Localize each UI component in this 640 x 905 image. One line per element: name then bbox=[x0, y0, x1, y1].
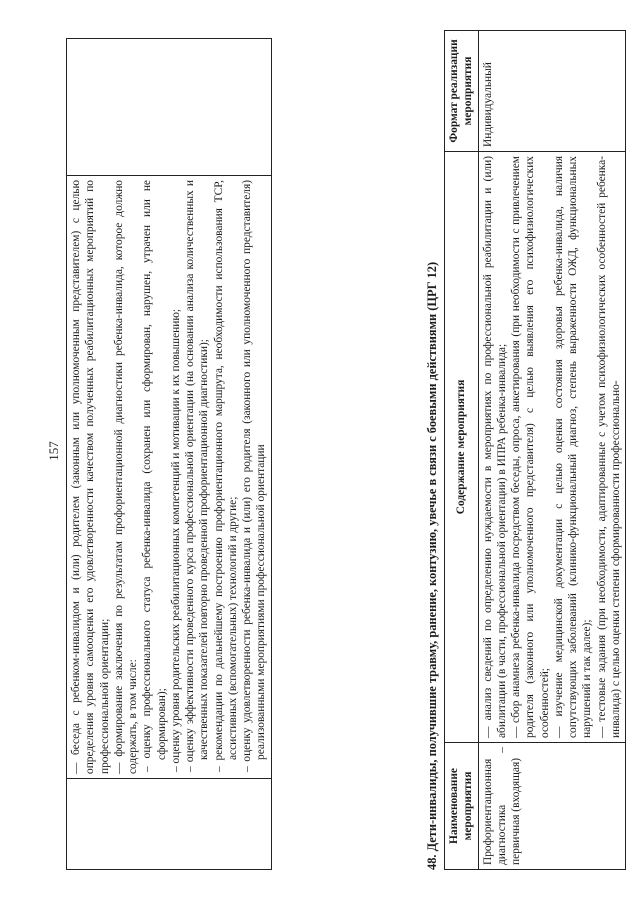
list-item: — беседа с ребенком-инвалидом и (или) родителем (законным или уполномоченным представителем) с целью определения уровня самооценки его удовлетворенности качеством полученных реабилитационных мероприятий по профессиональной ориентации; bbox=[70, 180, 111, 774]
list-item: — изучение медицинской документации с целью оценки состояния здоровья ребенка-инвалида, наличия сопутствующих заболеваний (клинико-функциональный диагноз, степень выраженности ОЖД, функциональных нарушений и так далее); bbox=[552, 156, 594, 738]
measure-format-cell bbox=[478, 31, 626, 152]
rotated-page-content bbox=[40, 31, 622, 876]
sub-list-item: – оценку профессионального статуса ребенка-инвалида (сохранен или сформирован, нарушен, утрачен или не сформирован); bbox=[141, 180, 168, 772]
sub-list-item: – оценку уровня родительских реабилитационных компетенций и мотивации к их повышению; bbox=[169, 309, 182, 772]
continued-table bbox=[66, 38, 272, 870]
measures-table bbox=[444, 30, 626, 870]
sub-list-item: – оценку эффективности проведенного курса профессиональной ориентации (на основании анализа количественных и качественных показателей повторно проведенной профориентационной диагностики); bbox=[184, 180, 211, 772]
sub-list-item: – оценку удовлетворенности ребенка-инвалида и (или) его родителя (законного или уполномоченного представителя) реализованными мероприятиями профессиональной ориентации bbox=[241, 180, 268, 772]
list-item: — анализ сведений по определению нуждаемости в мероприятиях по профессиональной реабилитации и (или) абилитации (в части, профессиональной ориентации) в ИПРА ребенка-инвалида; bbox=[481, 156, 508, 738]
sub-list-item: – рекомендации по дальнейшему построению профориентационного маршрута, необходимости использования ТСР, ассистивных (вспомогательных) технологий и другие; bbox=[212, 180, 239, 772]
empty-name-cell bbox=[67, 779, 272, 870]
measure-name: Профориентационная диагностика – первичная (входящая) bbox=[481, 747, 522, 865]
list-item: — сбор анамнеза ребенка-инвалида посредством беседы, опроса, анкетирования (при необходимости с привлечением родителя (законного или уполномоченного представителя) с целью выявления его психофизиологических особенностей; bbox=[510, 156, 551, 738]
header-name: Наименование мероприятия bbox=[445, 743, 479, 870]
measure-format: Индивидуальный bbox=[481, 62, 494, 147]
section-heading: 48. Дети-инвалиды, получившие травму, ранение, контузию, увечье в связи с боевыми действиями (ЦРГ 12) bbox=[425, 261, 439, 870]
header-content: Содержание мероприятия bbox=[445, 152, 479, 743]
measure-content-cell bbox=[478, 152, 626, 743]
table-row bbox=[67, 39, 272, 870]
table-header-row bbox=[445, 31, 479, 870]
page-number: 157 bbox=[46, 441, 61, 461]
measure-name-cell bbox=[478, 743, 626, 870]
table-row bbox=[478, 31, 626, 870]
list-item: — тестовые задания (при необходимости, адаптированные с учетом психофизиологических особенностей ребенка-инвалида) с целью оценки степени сформированности профессионально- bbox=[595, 156, 622, 738]
list-item: — формирование заключения по результатам профориентационной диагностики ребенка-инвалида, которое должно содержать, в том числе: bbox=[112, 180, 139, 774]
content-cell bbox=[67, 176, 272, 779]
empty-format-cell bbox=[67, 39, 272, 176]
header-format: Формат реализации мероприятия bbox=[445, 31, 479, 152]
